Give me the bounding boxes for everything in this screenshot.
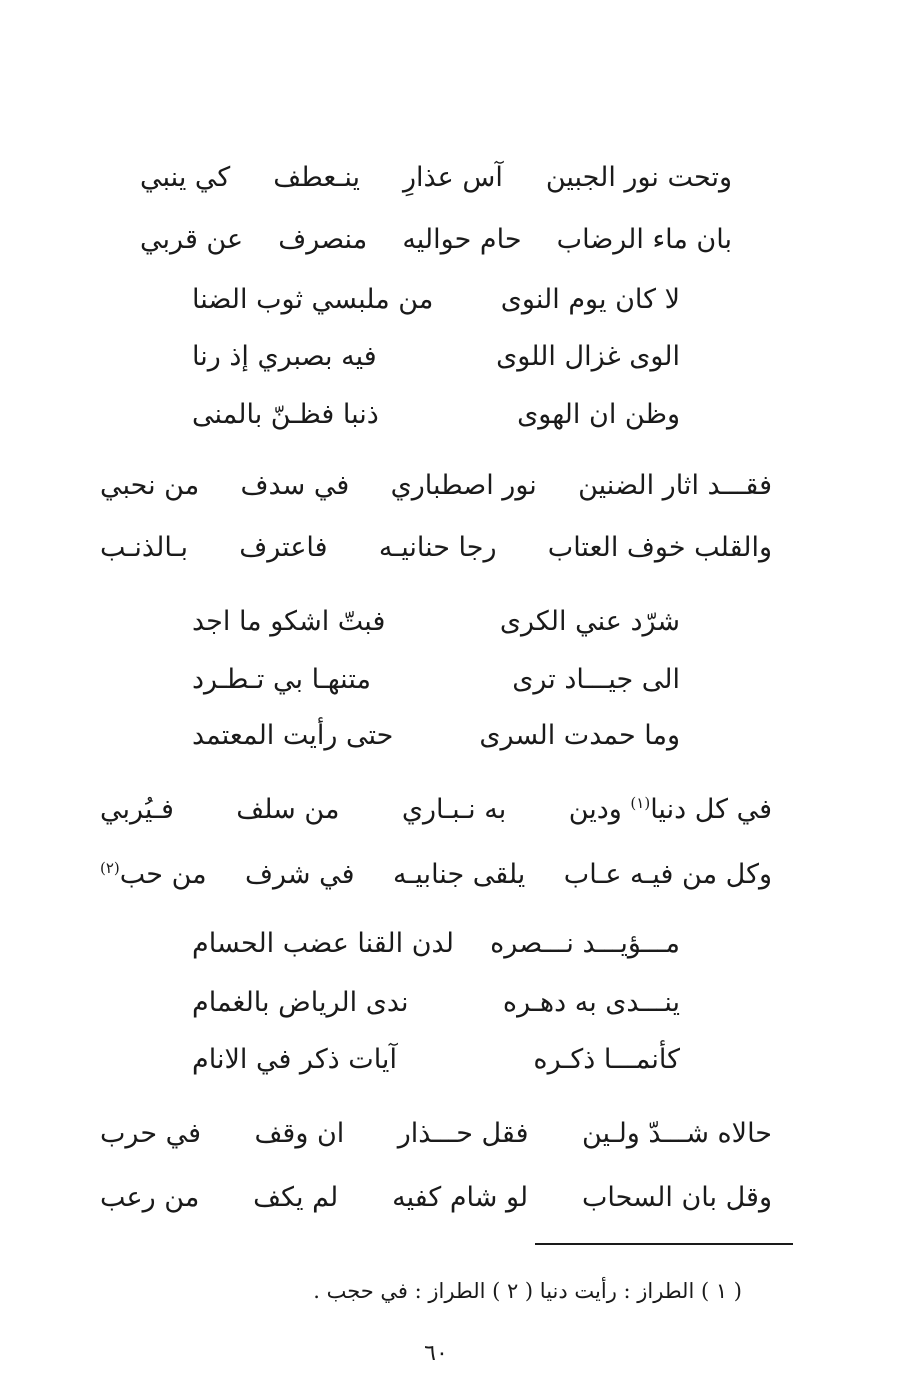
verse-text: ودين — [568, 794, 622, 825]
verse-segment: لم يكف — [253, 1182, 339, 1213]
verse-segment: في حرب — [100, 1118, 202, 1149]
verse-line — [192, 337, 680, 377]
verse-line — [100, 528, 772, 568]
verse-text: في كل دنيا — [650, 794, 772, 825]
footnote-divider — [535, 1243, 793, 1245]
page-number: ٦٠ — [424, 1341, 448, 1366]
verse-line — [192, 602, 680, 642]
verse-segment: في شرف — [245, 859, 355, 890]
verse-segment: يلقى جنابيـه — [393, 859, 526, 890]
verse-segment: منصرف — [278, 224, 368, 255]
verse-segment: نور اصطباري — [390, 470, 537, 501]
verse-line — [140, 158, 732, 198]
verse-segment: والقلب خوف العتاب — [547, 532, 772, 563]
verse-segment: ذنبا فظـنّ بالمنى — [192, 399, 379, 430]
verse-segment: وظن ان الهوى — [517, 399, 680, 430]
verse-segment — [569, 790, 772, 830]
verse-line — [192, 280, 680, 320]
verse-segment: فـيُربي — [100, 794, 174, 825]
verse-line — [100, 790, 772, 830]
verse-segment: مـــؤيـــد نـــصره — [490, 928, 680, 959]
verse-segment: حام حواليه — [402, 224, 522, 255]
verse-segment: من رعب — [100, 1182, 200, 1213]
verse-segment: من ملبسي ثوب الضنا — [192, 284, 434, 315]
verse-segment: وقل بان السحاب — [581, 1182, 772, 1213]
verse-segment: لو شام كفيه — [392, 1182, 529, 1213]
verse-line — [100, 855, 772, 895]
verse-segment: وتحت نور الجبين — [545, 162, 732, 193]
verse-line — [192, 1040, 680, 1080]
verse-line — [100, 1114, 772, 1154]
verse-segment: رجا حنانيـه — [378, 532, 497, 563]
verse-segment: كأنمـــا ذكـره — [533, 1044, 680, 1075]
verse-line — [140, 220, 732, 260]
verse-segment: حتى رأيت المعتمد — [192, 720, 394, 751]
verse-segment: الوى غزال اللوى — [496, 341, 680, 372]
verse-segment: ان وقف — [254, 1118, 345, 1149]
verse-segment: بـالذنـب — [100, 532, 188, 563]
verse-segment: شرّد عني الكرى — [499, 606, 680, 637]
footnote-marker: (٢) — [100, 859, 120, 877]
verse-line — [192, 395, 680, 435]
verse-segment: عن قربي — [140, 224, 244, 255]
verse-segment: فقل حـــذار — [397, 1118, 529, 1149]
verse-segment: فقـــد اثار الضنين — [578, 470, 772, 501]
verse-segment: آيات ذكر في الانام — [192, 1044, 397, 1075]
verse-segment: من نحبي — [100, 470, 200, 501]
verse-line — [192, 924, 680, 964]
verse-segment: بان ماء الرضاب — [556, 224, 732, 255]
verse-segment: وما حمدت السرى — [479, 720, 680, 751]
verse-segment: ينـــدى به دهـره — [502, 987, 680, 1018]
verse-segment: كي ينبي — [140, 162, 231, 193]
verse-segment: من سلف — [236, 794, 340, 825]
verse-segment: فيه بصبري إذ رنا — [192, 341, 377, 372]
verse-segment: به نـبـاري — [401, 794, 507, 825]
verse-line — [192, 660, 680, 700]
verse-segment: ينـعطف — [273, 162, 360, 193]
verse-segment: الى جيـــاد ترى — [512, 664, 680, 695]
verse-segment: متنهـا بي تـطـرد — [192, 664, 371, 695]
verse-text: من حب — [119, 859, 207, 890]
verse-segment: فبتّ اشكو ما اجد — [192, 606, 386, 637]
verse-line — [192, 983, 680, 1023]
verse-segment: في سدف — [240, 470, 350, 501]
footnote-marker: (١) — [630, 794, 651, 812]
footnote: ( ١ ) الطراز : رأيت دنيا ( ٢ ) الطراز : في حجب . — [313, 1279, 742, 1303]
verse-segment: فاعترف — [239, 532, 328, 563]
verse-line — [192, 716, 680, 756]
verse-segment: آس عذارِ — [402, 162, 503, 193]
verse-segment: وكل من فيـه عـاب — [563, 859, 772, 890]
verse-segment: حالاه شـــدّ ولـين — [581, 1118, 772, 1149]
verse-segment — [100, 855, 207, 895]
verse-segment: لا كان يوم النوى — [500, 284, 680, 315]
verse-line — [100, 466, 772, 506]
verse-segment: لدن القنا عضب الحسام — [192, 928, 454, 959]
verse-line — [100, 1178, 772, 1218]
verse-segment: ندى الرياض بالغمام — [192, 987, 409, 1018]
